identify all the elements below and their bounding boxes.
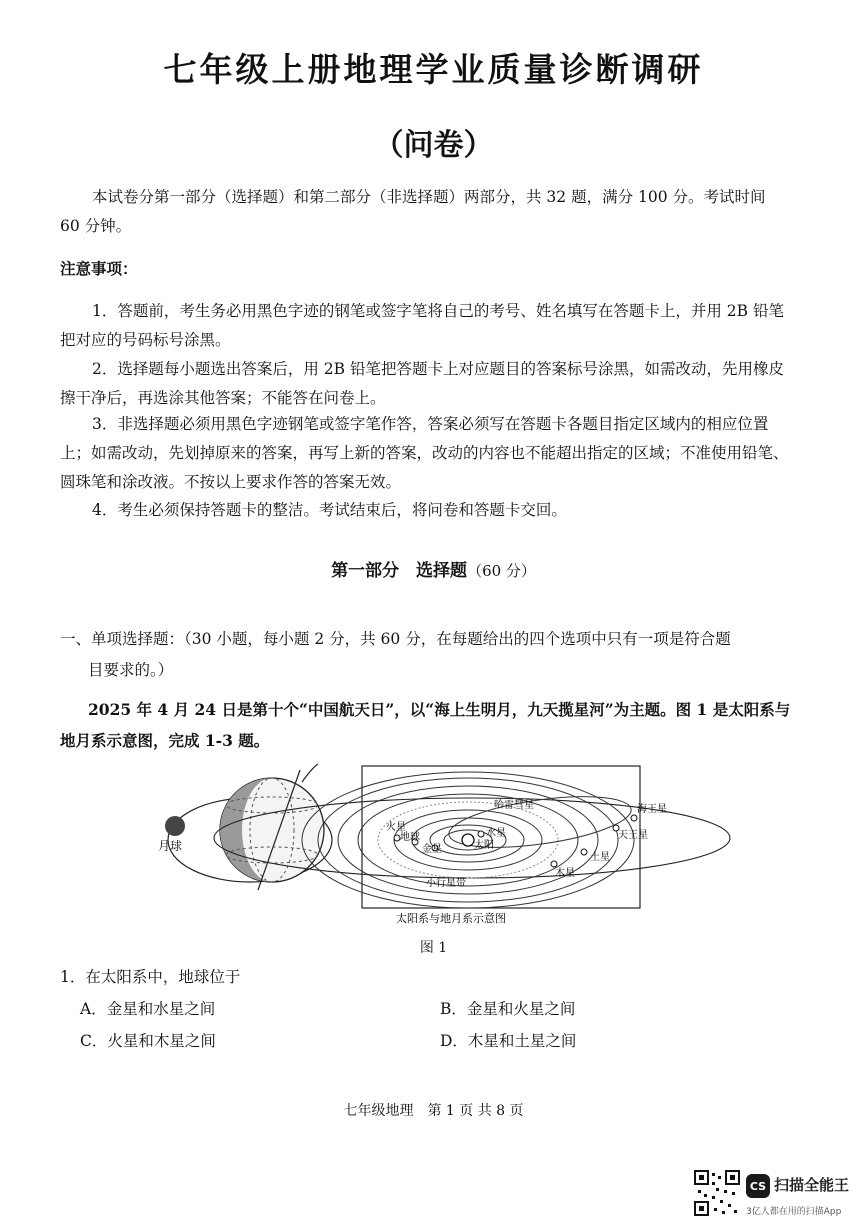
jupiter-marker [551, 861, 557, 867]
camscanner-logo-icon: CS [746, 1174, 770, 1198]
neptune-marker [631, 815, 637, 821]
earth-label: 地球 [400, 832, 420, 843]
rotation-arrow-icon [302, 764, 318, 782]
comet-label: 哈雷彗星 [494, 800, 534, 811]
mars-label: 火星 [386, 822, 406, 833]
question-1-option-d: D．木星和土星之间 [440, 1032, 577, 1050]
asteroid-belt-label: 小行星带 [426, 878, 466, 889]
solar-system-figure [150, 760, 667, 928]
part1-score: （60 分） [467, 562, 536, 580]
camscanner-brand: 扫描全能王 [774, 1176, 850, 1194]
moon-icon [165, 816, 185, 836]
page-footer: 七年级地理 第 1 页 共 8 页 [343, 1103, 524, 1119]
intro-paragraph: 本试卷分第一部分（选择题）和第二部分（非选择题）两部分，共 32 题，满分 100 分。考试时间 60 分钟。 [60, 188, 766, 235]
qr-code-icon [694, 1170, 740, 1216]
notice-item-1: 1．答题前，考生务必用黑色字迹的钢笔或签字笔将自己的考号、姓名填写在答题卡上，并用 2B 铅笔把对应的号码标号涂黑。 [60, 302, 784, 349]
jupiter-label: 木星 [555, 868, 575, 879]
section1-heading [60, 624, 800, 686]
sun-label: 太阳 [474, 840, 494, 851]
notice-item-4: 4．考生必须保持答题卡的整洁。考试结束后，将问卷和答题卡交回。 [92, 501, 567, 519]
notice-item-3: 3．非选择题必须用黑色字迹钢笔或签字笔作答，答案必须写在答题卡各题目指定区域内的相应位置上；如需改动，先划掉原来的答案，再写上新的答案，改动的内容也不能超出指定的区域；不准使用铅笔、圆珠笔和涂改液。不按以上要求作答的答案无效。 [60, 415, 789, 491]
question-1-stem: 1．在太阳系中，地球位于 [60, 968, 241, 986]
figure-label: 图 1 [419, 940, 448, 956]
section1-line1: 一、单项选择题：（30 小题，每小题 2 分，共 60 分，在每题给出的四个选项中只有一项是符合题 [60, 630, 731, 648]
question-1-option-a: A．金星和水星之间 [80, 1000, 216, 1018]
part1-title: 第一部分 选择题 [331, 561, 468, 581]
page-title: 七年级上册地理学业质量诊断调研 [163, 50, 704, 89]
notice-heading: 注意事项： [60, 259, 138, 278]
saturn-marker [581, 849, 587, 855]
figure-inner-caption: 太阳系与地月系示意图 [396, 912, 506, 925]
venus-label: 金星 [422, 844, 442, 855]
question-context: 2025 年 4 月 24 日是第十个“中国航天日”，以“海上生明月，九天揽星河”为主题。图 1 是太阳系与地月系示意图，完成 1-3 题。 [60, 700, 791, 750]
section1-line2: 目要求的。） [88, 661, 174, 679]
uranus-label: 天王星 [618, 830, 648, 841]
question-1-option-b: B．金星和火星之间 [440, 1000, 576, 1018]
part1-heading [0, 556, 867, 581]
sun-icon [462, 834, 474, 846]
camscanner-tagline: 3亿人都在用的扫描App [746, 1207, 842, 1217]
notice-item-2: 2．选择题每小题选出答案后，用 2B 铅笔把答题卡上对应题目的答案标号涂黑，如需改动，先用橡皮擦干净后，再选涂其他答案；不能答在问卷上。 [60, 360, 784, 407]
saturn-label: 土星 [590, 852, 610, 863]
moon-label: 月球 [158, 839, 183, 853]
neptune-label: 海王星 [637, 804, 667, 815]
page-subtitle: （问卷） [373, 128, 494, 163]
question-1-option-c: C．火星和木星之间 [80, 1032, 216, 1050]
mercury-label: 水星 [486, 828, 506, 839]
mercury-marker [478, 831, 484, 837]
